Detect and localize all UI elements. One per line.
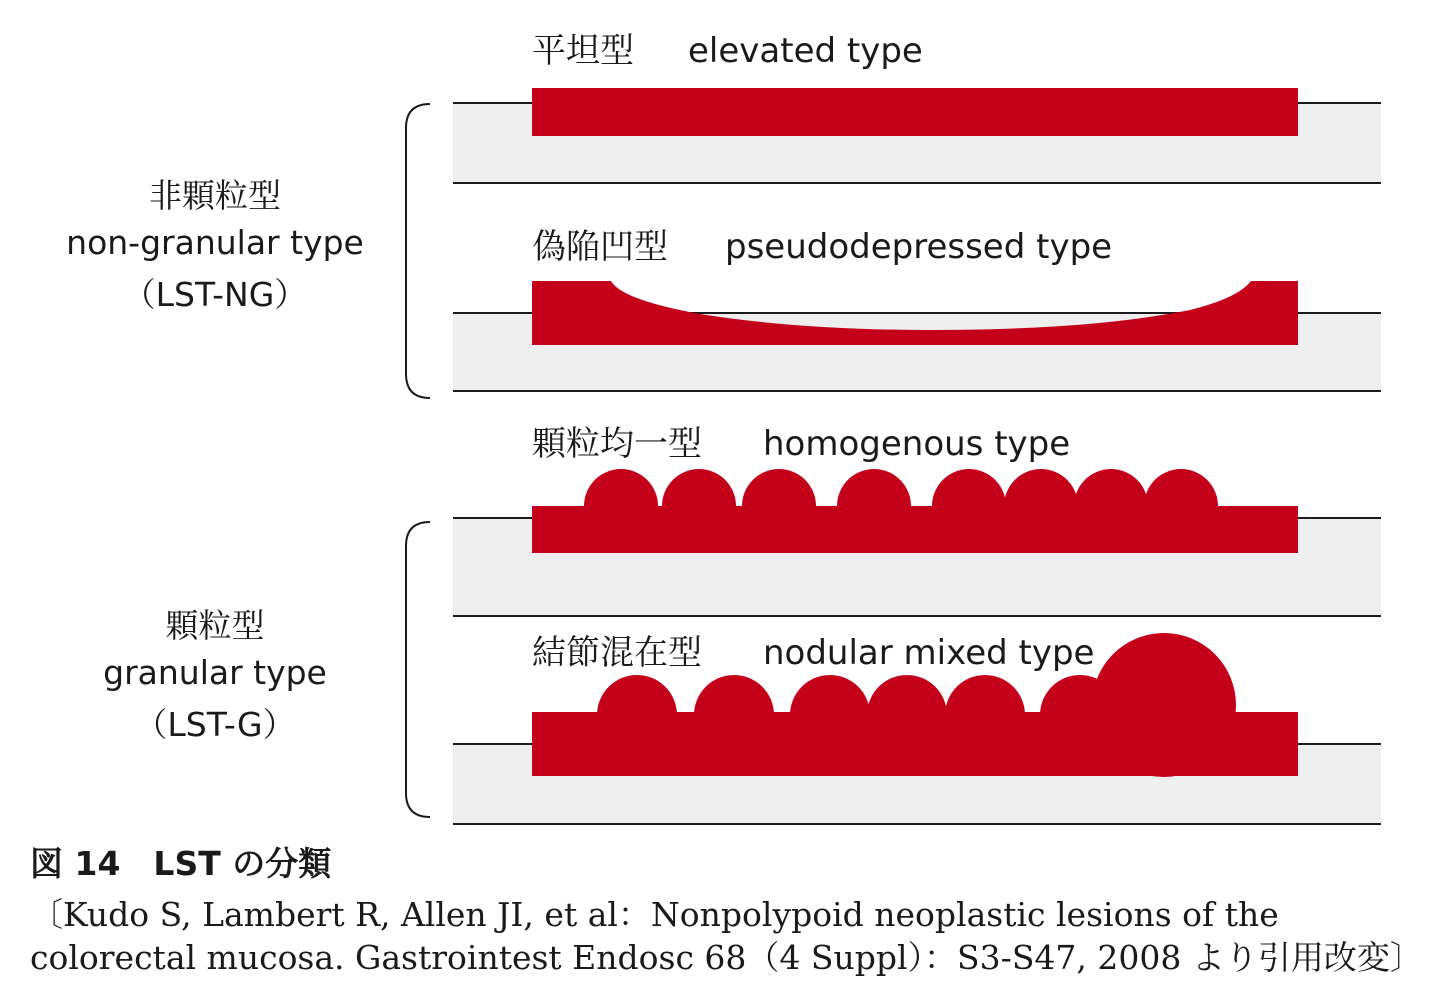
granule: [932, 469, 1006, 543]
type-label-ja: 結節混在型: [532, 633, 702, 673]
granule: [662, 469, 736, 543]
granule: [867, 675, 947, 755]
group-label-granular: [103, 606, 327, 744]
panel-elevated: [453, 31, 1381, 183]
granule: [1004, 469, 1078, 543]
group-label-ja: 非顆粒型: [149, 176, 281, 215]
figure-citation: [30, 893, 1423, 979]
bracket-non-granular: [406, 104, 430, 398]
group-label-non-granular: [66, 176, 364, 314]
granule: [1074, 469, 1148, 543]
type-label-ja: 偽陥凹型: [532, 227, 668, 267]
granule: [597, 675, 677, 755]
group-label-en: non-granular type: [66, 223, 364, 262]
granule: [1144, 469, 1218, 543]
panel-nodular-mixed: [453, 633, 1381, 824]
type-label-ja: 平坦型: [532, 31, 634, 71]
citation-line-1: 〔Kudo S, Lambert R, Allen JI, et al：Nonpolypoid neoplastic lesions of the: [30, 895, 1279, 934]
group-label-ja: 顆粒型: [165, 606, 265, 645]
type-label-ja: 顆粒均一型: [532, 424, 702, 464]
nodule: [1092, 633, 1236, 777]
granule: [837, 469, 911, 543]
citation-line-2: colorectal mucosa. Gastrointest Endosc 68（4 Suppl）：S3-S47, 2008 より引用改変〕: [30, 938, 1423, 977]
type-label-en: homogenous type: [763, 424, 1071, 464]
granule: [945, 675, 1025, 755]
panel-homogenous: [453, 424, 1381, 616]
granule: [790, 675, 870, 755]
type-label-en: elevated type: [688, 31, 923, 71]
group-label-abbr: （LST-NG）: [122, 275, 308, 314]
group-label-abbr: （LST-G）: [134, 705, 296, 744]
granule: [742, 469, 816, 543]
group-label-en: granular type: [103, 653, 327, 692]
granule: [694, 675, 774, 755]
lesion-elevated-shape: [532, 88, 1298, 136]
lesion-homogenous-shape: [532, 469, 1298, 553]
bracket-granular: [406, 522, 430, 817]
type-label-en: nodular mixed type: [763, 633, 1095, 673]
granule: [584, 469, 658, 543]
figure-caption-title: 図 14 LST の分類: [30, 844, 332, 883]
type-label-en: pseudodepressed type: [725, 227, 1113, 267]
panel-pseudodepressed: [453, 227, 1381, 391]
